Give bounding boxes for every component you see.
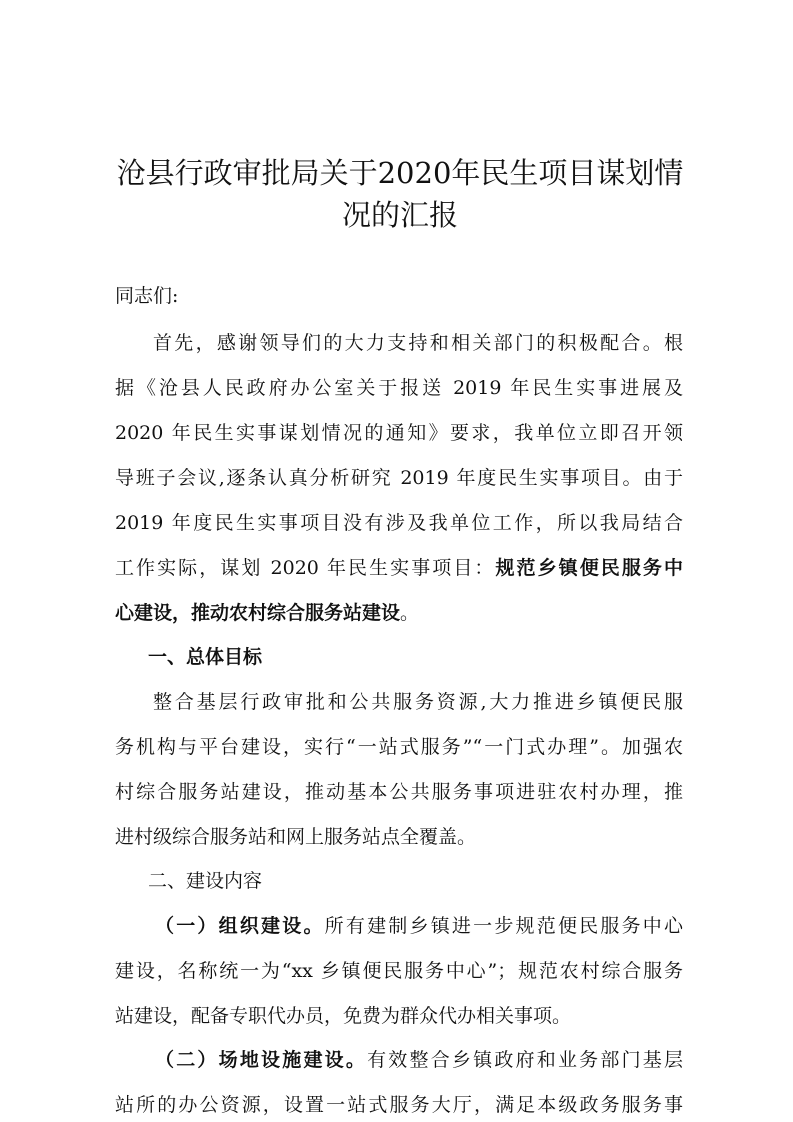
item-2-heading: （二）场地设施建设。 [155,1049,368,1071]
item-2-line-2: 站所的办公资源，设置一站式服务大厅，满足本级政务服务事 [115,1094,683,1116]
item-1-line-1 [155,914,683,938]
intro-line-2: 据《沧县人民政府办公室关于报送 2019 年民生实事进展及 [115,377,683,399]
item-1-line-3: 站建设，配备专职代办员，免费为群众代办相关事项。 [115,1005,572,1027]
item-2-line-1 [155,1048,683,1072]
section-1-line-3: 村综合服务站建设，推动基本公共服务事项进驻农村办理，推 [115,781,683,803]
item-1-text: 所有建制乡镇进一步规范便民服务中心 [324,915,683,937]
document-title [110,152,690,236]
section-1-line-4: 进村级综合服务站和网上服务站点全覆盖。 [115,826,477,848]
intro-line-7 [115,601,683,625]
intro-line-1: 首先，感谢领导们的大力支持和相关部门的积极配合。根 [153,332,683,354]
intro-line-6-text: 工作实际，谋划 2020 年民生实事项目： [115,557,496,579]
project-name-part-2: 心建设，推动农村综合服务站建设 [115,602,401,624]
intro-line-7-end: 。 [400,602,420,624]
item-2-text: 有效整合乡镇政府和业务部门基层 [367,1049,683,1071]
project-name-part-1: 规范乡镇便民服务中 [495,557,683,579]
title-line-2: 况的汇报 [341,198,458,232]
intro-line-6 [115,556,683,580]
section-1-heading: 一、总体目标 [148,646,263,668]
intro-line-3: 2020 年民生实事谋划情况的通知》要求，我单位立即召开领 [115,422,683,444]
section-2-heading: 二、建设内容 [148,870,263,892]
item-1-line-2: 建设，名称统一为“xx 乡镇便民服务中心”；规范农村综合服务 [115,960,683,982]
section-1-line-1: 整合基层行政审批和公共服务资源,大力推进乡镇便民服 [153,691,683,713]
section-1-line-2: 务机构与平台建设，实行“一站式服务”“一门式办理”。加强农 [115,736,683,758]
intro-line-5: 2019 年度民生实事项目没有涉及我单位工作，所以我局结合 [115,512,683,534]
salutation: 同志们: [115,285,179,307]
item-1-heading: （一）组织建设。 [155,915,325,937]
title-line-1: 沧县行政审批局关于2020年民生项目谋划情 [116,156,684,190]
intro-line-4: 导班子会议,逐条认真分析研究 2019 年度民生实事项目。由于 [115,467,683,489]
